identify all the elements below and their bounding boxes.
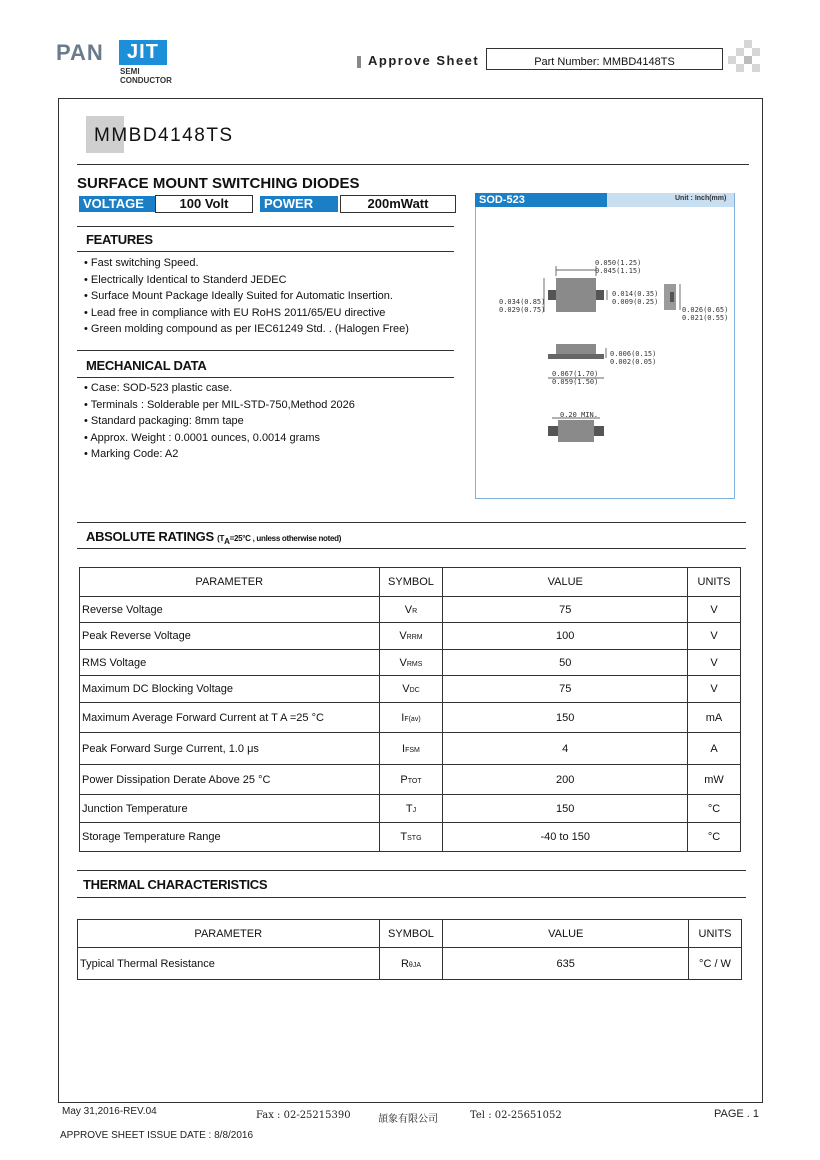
table-row xyxy=(80,823,741,852)
divider xyxy=(77,226,454,227)
list-item: • Surface Mount Package Ideally Suited for Automatic Insertion. xyxy=(84,290,393,303)
column-header: UNITS xyxy=(688,568,741,597)
value-cell: 4 xyxy=(443,733,688,765)
symbol-cell: PTOT xyxy=(379,765,443,795)
fax-number: Fax : 02-25215390 xyxy=(256,1110,351,1121)
value-cell: 75 xyxy=(443,597,688,623)
divider xyxy=(77,870,746,871)
list-item: • Standard packaging: 8mm tape xyxy=(84,415,244,428)
absolute-ratings-note: (TA=25°C , unless otherwise noted) xyxy=(217,534,342,546)
dim-pad-min: 0.20 MIN. xyxy=(560,411,598,419)
symbol-cell: TJ xyxy=(379,795,443,823)
param-cell: Peak Forward Surge Current, 1.0 μs xyxy=(80,733,380,765)
dim-side-height: 0.026(0.65) 0.021(0.55) xyxy=(682,306,729,322)
value-cell: 75 xyxy=(443,676,688,703)
power-label: POWER xyxy=(260,196,338,212)
symbol-cell: VR xyxy=(379,597,443,623)
unit-cell: V xyxy=(688,623,741,650)
column-header: UNITS xyxy=(689,920,742,948)
approve-marker xyxy=(357,56,361,68)
unit-cell: °C / W xyxy=(689,948,742,980)
value-cell: 50 xyxy=(443,650,688,676)
table-row xyxy=(80,597,741,623)
param-cell: Peak Reverse Voltage xyxy=(80,623,380,650)
unit-cell: V xyxy=(688,597,741,623)
column-header: PARAMETER xyxy=(78,920,380,948)
symbol-cell: VRMS xyxy=(379,650,443,676)
list-item: • Lead free in compliance with EU RoHS 2011/65/EU directive xyxy=(84,306,386,319)
divider xyxy=(77,522,746,523)
table-row xyxy=(80,650,741,676)
absolute-ratings-table xyxy=(79,567,741,852)
tel-number: Tel : 02-25651052 xyxy=(470,1110,562,1121)
column-header: VALUE xyxy=(443,920,689,948)
table-row xyxy=(80,733,741,765)
column-header: PARAMETER xyxy=(80,568,380,597)
front-view-body xyxy=(556,344,596,354)
param-cell: Junction Temperature xyxy=(80,795,380,823)
bottom-view-body xyxy=(558,420,594,442)
param-cell: Power Dissipation Derate Above 25 °C xyxy=(80,765,380,795)
logo-pan-text: PAN xyxy=(56,40,104,65)
column-header: SYMBOL xyxy=(379,568,443,597)
dim-body-height: 0.034(0.85) 0.029(0.75) xyxy=(499,298,546,314)
param-cell: Reverse Voltage xyxy=(80,597,380,623)
list-item: • Case: SOD-523 plastic case. xyxy=(84,382,233,394)
dim-lead-thickness: 0.006(0.15) 0.002(0.05) xyxy=(610,350,657,366)
divider xyxy=(77,377,454,378)
logo-sub-line-1: SEMI xyxy=(120,67,140,76)
power-value: 200mWatt xyxy=(340,195,456,213)
approve-sheet-title: Approve Sheet xyxy=(368,53,480,68)
table-row xyxy=(80,623,741,650)
table-row xyxy=(80,795,741,823)
top-view-body xyxy=(556,278,596,312)
list-item: • Approx. Weight : 0.0001 ounces, 0.0014 grams xyxy=(84,431,321,444)
company-name: 頡象有限公司 xyxy=(378,1114,438,1125)
document-subtitle: SURFACE MOUNT SWITCHING DIODES xyxy=(77,175,360,192)
table-row xyxy=(80,676,741,703)
unit-cell: mW xyxy=(688,765,741,795)
symbol-cell: VDC xyxy=(379,676,443,703)
column-header: SYMBOL xyxy=(379,920,443,948)
table-row xyxy=(78,948,742,980)
dim-top-width: 0.050(1.25) 0.045(1.15) xyxy=(595,259,642,275)
value-cell: 200 xyxy=(443,765,688,795)
unit-cell: V xyxy=(688,676,741,703)
table-row xyxy=(80,765,741,795)
list-item: • Green molding compound as per IEC61249 Std. . (Halogen Free) xyxy=(84,323,409,336)
thermal-table xyxy=(77,919,742,980)
value-cell: 150 xyxy=(443,795,688,823)
symbol-cell: RθJA xyxy=(379,948,443,980)
voltage-value: 100 Volt xyxy=(155,195,253,213)
divider xyxy=(77,350,454,351)
company-logo xyxy=(56,40,186,88)
divider xyxy=(77,548,746,549)
param-cell: Typical Thermal Resistance xyxy=(78,948,380,980)
dim-lead-width: 0.014(0.35) 0.009(0.25) xyxy=(612,290,659,306)
issue-date: APPROVE SHEET ISSUE DATE : 8/8/2016 xyxy=(60,1130,254,1141)
divider xyxy=(77,251,454,252)
package-unit: Unit : Inch(mm) xyxy=(675,195,727,202)
table-header-row xyxy=(78,920,742,948)
list-item: • Fast switching Speed. xyxy=(84,257,199,269)
symbol-cell: VRRM xyxy=(379,623,443,650)
value-cell: 100 xyxy=(443,623,688,650)
logo-sub-line-2: CONDUCTOR xyxy=(120,76,172,85)
table-row xyxy=(80,703,741,733)
table-header-row xyxy=(80,568,741,597)
list-item: • Terminals : Solderable per MIL-STD-750,Method 2026 xyxy=(84,398,355,411)
unit-cell: mA xyxy=(688,703,741,733)
unit-cell: A xyxy=(688,733,741,765)
param-cell: Storage Temperature Range xyxy=(80,823,380,852)
revision-date: May 31,2016-REV.04 xyxy=(62,1106,157,1117)
package-name: SOD-523 xyxy=(475,193,607,207)
symbol-cell: IF(av) xyxy=(379,703,443,733)
value-cell: -40 to 150 xyxy=(443,823,688,852)
value-cell: 635 xyxy=(443,948,689,980)
value-cell: 150 xyxy=(443,703,688,733)
features-title: FEATURES xyxy=(86,232,153,247)
thermal-title: THERMAL CHARACTERISTICS xyxy=(83,877,268,892)
logo-subtitle xyxy=(120,67,172,85)
unit-cell: °C xyxy=(688,823,741,852)
voltage-label: VOLTAGE xyxy=(79,196,155,212)
symbol-cell: IFSM xyxy=(379,733,443,765)
absolute-ratings-title: ABSOLUTE RATINGS (TA=25°C , unless otherwise noted) xyxy=(86,529,342,546)
part-number-box: Part Number: MMBD4148TS xyxy=(486,48,723,70)
page-number: PAGE . 1 xyxy=(714,1108,760,1120)
top-view-lead xyxy=(596,290,604,300)
symbol-cell: TSTG xyxy=(379,823,443,852)
mechanical-title: MECHANICAL DATA xyxy=(86,358,207,373)
list-item: • Marking Code: A2 xyxy=(84,448,179,461)
param-cell: Maximum DC Blocking Voltage xyxy=(80,676,380,703)
unit-cell: °C xyxy=(688,795,741,823)
param-cell: Maximum Average Forward Current at T A =25 °C xyxy=(80,703,380,733)
list-item: • Electrically Identical to Standerd JEDEC xyxy=(84,273,287,286)
top-view-lead xyxy=(548,290,556,300)
features-list xyxy=(84,255,409,338)
divider xyxy=(77,164,749,165)
dim-total-length: 0.067(1.70) 0.059(1.50) xyxy=(552,370,599,386)
package-outline-drawing xyxy=(476,208,732,496)
part-title: MMBD4148TS xyxy=(94,125,234,146)
divider xyxy=(77,897,746,898)
logo-jit-text: JIT xyxy=(119,40,167,65)
column-header: VALUE xyxy=(443,568,688,597)
mechanical-list xyxy=(84,380,355,463)
unit-cell: V xyxy=(688,650,741,676)
param-cell: RMS Voltage xyxy=(80,650,380,676)
